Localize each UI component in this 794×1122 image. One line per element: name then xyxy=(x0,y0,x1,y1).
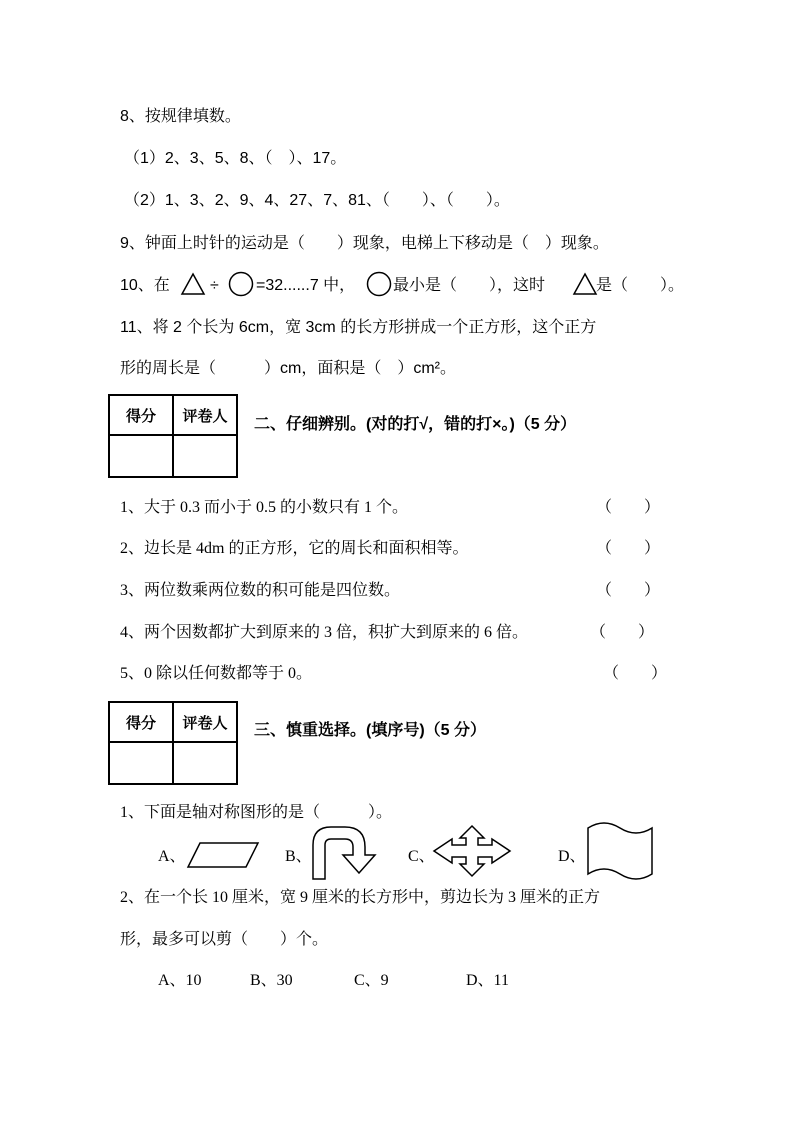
score-box xyxy=(108,701,238,785)
choice-q1-option-d: D、 xyxy=(558,848,586,865)
grader-label: 评卷人 xyxy=(173,395,237,435)
q11-line2: 形的周长是（ ）cm，面积是（ ）cm²。 xyxy=(120,360,456,377)
judge-answer-5[interactable]: （ ） xyxy=(603,665,668,682)
q10-end: 是（ ）。 xyxy=(596,277,685,294)
judge-answer-1[interactable]: （ ） xyxy=(596,499,661,516)
judge-item-3: 3、两位数乘两位数的积可能是四位数。 xyxy=(120,582,401,599)
grader-cell[interactable] xyxy=(173,742,237,784)
parallelogram-icon xyxy=(186,840,260,870)
q10-mid: =32......7 中， xyxy=(256,277,356,294)
choice-q2-option-c: C、9 xyxy=(354,972,389,989)
grader-cell[interactable] xyxy=(173,435,237,477)
q10-divide: ÷ xyxy=(210,277,219,294)
judge-item-5: 5、0 除以任何数都等于 0。 xyxy=(120,665,313,682)
q9-text: 9、钟面上时针的运动是（ ）现象，电梯上下移动是（ ）现象。 xyxy=(120,235,609,252)
choice-q2-line1: 2、在一个长 10 厘米，宽 9 厘米的长方形中，剪边长为 3 厘米的正方 xyxy=(120,889,601,906)
choice-q2-option-d: D、11 xyxy=(466,972,509,989)
four-way-arrow-icon xyxy=(432,824,512,878)
choice-q2-option-a: A、10 xyxy=(158,972,202,989)
judge-answer-2[interactable]: （ ） xyxy=(596,540,661,557)
q10-min-text: 最小是（ ），这时 xyxy=(393,277,546,294)
q8-sub1: （1）2、3、5、8、（ ）、17。 xyxy=(124,150,347,167)
score-box xyxy=(108,394,238,478)
judge-answer-4[interactable]: （ ） xyxy=(590,624,655,641)
choice-q2-line2: 形，最多可以剪（ ）个。 xyxy=(120,931,329,948)
score-cell[interactable] xyxy=(109,742,173,784)
curved-arrow-icon xyxy=(309,823,379,881)
judge-item-1: 1、大于 0.3 而小于 0.5 的小数只有 1 个。 xyxy=(120,499,409,516)
choice-q1-text: 1、下面是轴对称图形的是（ ）。 xyxy=(120,804,393,821)
part2-title: 二、仔细辨别。(对的打√，错的打×。)（5 分） xyxy=(254,416,577,433)
triangle-icon xyxy=(180,272,206,296)
q8-sub2: （2）1、3、2、9、4、27、7、81、（ ）、（ ）。 xyxy=(124,192,510,209)
score-label: 得分 xyxy=(109,702,173,742)
choice-q1-option-c: C、 xyxy=(408,848,435,865)
choice-q1-option-b: B、 xyxy=(285,848,312,865)
choice-q2-option-b: B、30 xyxy=(250,972,293,989)
score-label: 得分 xyxy=(109,395,173,435)
grader-label: 评卷人 xyxy=(173,702,237,742)
part3-title: 三、慎重选择。(填序号)（5 分） xyxy=(254,722,487,739)
judge-item-2: 2、边长是 4dm 的正方形，它的周长和面积相等。 xyxy=(120,540,469,557)
choice-q1-option-a: A、 xyxy=(158,848,186,865)
circle-icon xyxy=(228,271,254,297)
triangle-icon xyxy=(572,272,598,296)
q11-line1: 11、将 2 个长为 6cm，宽 3cm 的长方形拼成一个正方形，这个正方 xyxy=(120,319,597,336)
score-cell[interactable] xyxy=(109,435,173,477)
wave-flag-icon xyxy=(584,818,656,884)
judge-answer-3[interactable]: （ ） xyxy=(596,582,661,599)
q8-title: 8、按规律填数。 xyxy=(120,108,241,125)
q10-prefix: 10、在 xyxy=(120,277,170,294)
circle-icon xyxy=(366,271,392,297)
judge-item-4: 4、两个因数都扩大到原来的 3 倍，积扩大到原来的 6 倍。 xyxy=(120,624,529,641)
